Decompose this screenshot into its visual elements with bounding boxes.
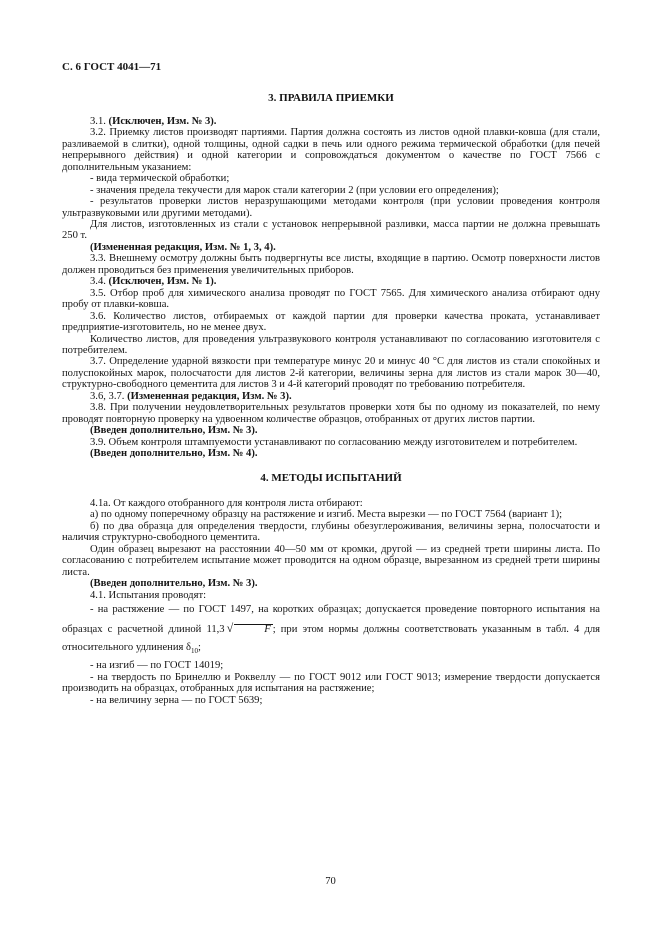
sqrt-symbol: √: [226, 621, 234, 636]
clause-3-6-ultrasonic: Количество листов, для проведения ультразвукового контроля устанавливают по согласованию изготовителя с потребителем.: [62, 333, 600, 356]
clause-3-6: 3.6. Количество листов, отбираемых от каждой партии для проверки качества проката, устанавливает предприятие-изготовитель, но не менее двух.: [62, 310, 600, 334]
clause-4-1a: 4.1а. От каждого отобранного для контроля листа отбирают:: [90, 497, 363, 509]
amendment-note: [62, 448, 600, 459]
clause-3-5: 3.5. Отбор проб для химического анализа проводят по ГОСТ 7565. Для химического анализа отбирают одну пробу от плавки-ковша.: [62, 287, 600, 311]
clause-4-1a-item-b: б) по два образца для определения твердости, глубины обезуглероживания, величины зерна, полосчатости и наличия структурно-свободного цементита.: [62, 520, 600, 544]
amendment-note: [62, 391, 600, 402]
tensile-text-end: ;: [198, 642, 201, 654]
sqrt-radicand: F: [234, 624, 272, 635]
clause-4-1a-item-a: а) по одному поперечному образцу на растяжение и изгиб. Места вырезки — по ГОСТ 7564 (вариант 1);: [90, 509, 563, 521]
clause-3-2-continuous-casting: Для листов, изготовленных из стали с установок непрерывной разливки, масса партии не должна превышать 250 т.: [62, 218, 600, 242]
amendment-text: (Введен дополнительно, Изм. № 3).: [90, 578, 258, 590]
clause-4-1: 4.1. Испытания проводят:: [90, 589, 207, 601]
clause-3-3: 3.3. Внешнему осмотру должны быть подвергнуты все листы, входящие в партию. Осмотр поверхности листов должен проводиться без применения увеличительных приборов.: [62, 253, 600, 276]
clause-note: (Исключен, Изм. № 1).: [108, 276, 217, 288]
test-bend: - на изгиб — по ГОСТ 14019;: [90, 660, 224, 672]
amendment-text: (Введен дополнительно, Изм. № 4).: [90, 448, 258, 460]
clause-3-7: 3.7. Определение ударной вязкости при температуре минус 20 и минус 40 °С для листов из стали спокойных и полуспокойных марок, полосчатости для листов 2-й категории, величины зерна для листов из стали марок 30—40, структурно-свободного цементита для листов 3 и 4-й категорий проводят по требованию потребителя.: [62, 356, 600, 391]
clause-number: 3.1.: [90, 115, 106, 127]
clause-number: 3.6, 3.7.: [90, 390, 125, 402]
clause-3-4: [62, 276, 600, 287]
amendment-note: [62, 578, 600, 589]
clause-note: (Исключен, Изм. № 3).: [108, 115, 217, 127]
amendment-note: [62, 425, 600, 436]
page-header: С. 6 ГОСТ 4041—71: [62, 61, 162, 73]
list-item: - результатов проверки листов неразрушающими методами контроля (при условии проведения контроля ультразвуковыми или другими методами).: [62, 196, 600, 219]
clause-3-9: 3.9. Объем контроля штампуемости устанавливают по согласованию между изготовителем и потребителем.: [90, 436, 578, 448]
amendment-text: (Измененная редакция, Изм. № 3).: [127, 390, 292, 402]
test-grain-size: - на величину зерна — по ГОСТ 5639;: [90, 694, 263, 706]
tensile-text: - на растяжение — по ГОСТ 1497, на коротких образцах; допускается проведение повторного испытания на образцах с расчетной длиной 11,3: [62, 604, 600, 636]
clause-4-1a-sampling: Один образец вырезают на расстоянии 40—50 мм от кромки, другой — из средней трети ширины листа. По согласованию с потребителем испытание может проводится на одном образце, вырезанном из средней трети ширины листа.: [62, 543, 600, 578]
clause-3-2: 3.2. Приемку листов производят партиями. Партия должна состоять из листов одной плавки-ковша (для стали, разливаемой в слитки), одной толщины, одной садки в печь или одного режима термической обработки (для печей непрерывного действия) и одной категории и сопровождаться документом о качестве по ГОСТ 7566 с дополнительным указанием:: [62, 127, 600, 173]
delta-subscript: 10: [191, 647, 199, 656]
amendment-text: (Введен дополнительно, Изм. № 3).: [90, 425, 258, 437]
section-4-title: 4. МЕТОДЫ ИСПЫТАНИЙ: [260, 471, 402, 484]
clause-3-8: 3.8. При получении неудовлетворительных результатов проверки хотя бы по одному из показателей, по нему проводят повторную проверку на удвоенном количестве образцов, отобранных от других листов партии.: [62, 402, 600, 425]
list-item: - вида термической обработки;: [90, 173, 230, 185]
page-number: 70: [325, 876, 336, 887]
amendment-note: [62, 242, 600, 253]
list-item: - значения предела текучести для марок стали категории 2 (при условии его определения);: [90, 184, 499, 196]
amendment-text: (Измененная редакция, Изм. № 1, 3, 4).: [90, 241, 276, 253]
clause-number: 3.4.: [90, 276, 106, 288]
test-hardness: - на твердость по Бринеллю и Роквеллу — по ГОСТ 9012 или ГОСТ 9013; измерение твердости допускается производить на образцах, отобранных для испытания на растяжение;: [62, 671, 600, 695]
section-3-title: 3. ПРАВИЛА ПРИЕМКИ: [268, 92, 394, 105]
document-page: [62, 62, 600, 706]
test-tensile: [62, 601, 600, 660]
clause-3-1: [62, 116, 600, 127]
tensile-text-continued: ; при этом нормы должны соответствовать указанным в табл. 4 для относительного удлинения δ: [62, 624, 600, 654]
